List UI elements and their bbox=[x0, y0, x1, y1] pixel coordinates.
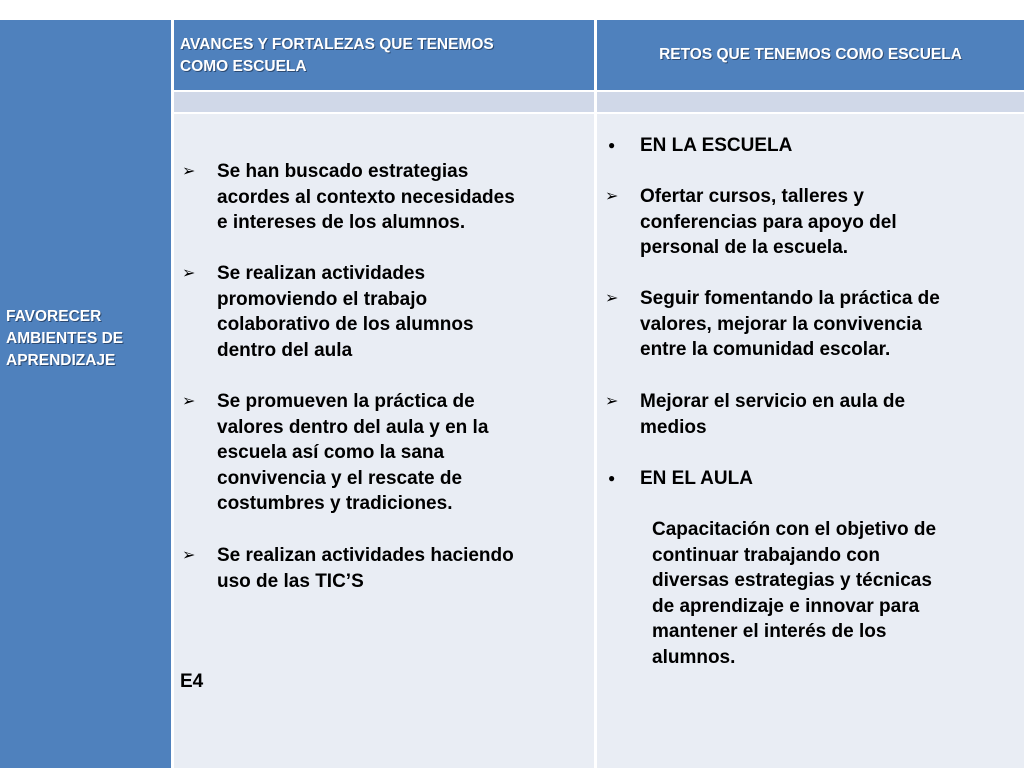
arrow-bullet-icon: ➢ bbox=[605, 393, 619, 410]
dot-bullet-icon: ● bbox=[608, 471, 616, 485]
arrow-bullet-icon: ➢ bbox=[182, 393, 196, 410]
band-row-right bbox=[597, 92, 1024, 112]
header-strengths bbox=[174, 20, 594, 90]
list-item: ➢ Mejorar el servicio en aula de medios bbox=[605, 389, 905, 440]
list-item: ➢ Se promueven la práctica de valores dentro del aula y en la escuela así como la sana convivencia y el rescate de costumbres y tradiciones. bbox=[182, 389, 488, 517]
challenges-cell bbox=[597, 114, 1024, 768]
header-challenges-text: RETOS QUE TENEMOS COMO ESCUELA bbox=[659, 46, 962, 63]
table bbox=[0, 20, 1024, 768]
list-item: ➢ Seguir fomentando la práctica de valores, mejorar la convivencia entre la comunidad escolar. bbox=[605, 286, 940, 363]
arrow-bullet-icon: ➢ bbox=[605, 290, 619, 307]
arrow-bullet-icon: ➢ bbox=[182, 265, 196, 282]
section-heading: EN LA ESCUELA bbox=[640, 135, 793, 156]
side-column bbox=[0, 20, 173, 768]
list-item: ➢ Se han buscado estrategias acordes al contexto necesidades e intereses de los alumnos. bbox=[182, 159, 515, 236]
list-item: ➢ Ofertar cursos, talleres y conferencias para apoyo del personal de la escuela. bbox=[605, 184, 897, 261]
header-strengths-line: COMO ESCUELA bbox=[180, 58, 307, 75]
section-heading: EN EL AULA bbox=[640, 468, 753, 489]
arrow-bullet-icon: ➢ bbox=[182, 163, 196, 180]
band-row-left bbox=[174, 92, 594, 112]
header-strengths-line: AVANCES Y FORTALEZAS QUE TENEMOS bbox=[180, 36, 494, 53]
list-item: ➢ Se realizan actividades promoviendo el trabajo colaborativo de los alumnos dentro del aula bbox=[182, 261, 474, 363]
strengths-cell bbox=[174, 114, 594, 768]
side-label bbox=[6, 306, 166, 372]
list-item: ➢ Se realizan actividades haciendo uso de las TIC’S bbox=[182, 543, 514, 594]
list-item bbox=[605, 133, 792, 159]
arrow-bullet-icon: ➢ bbox=[182, 547, 196, 564]
dot-bullet-icon: ● bbox=[608, 138, 616, 152]
list-item bbox=[605, 466, 753, 492]
aula-paragraph: Capacitación con el objetivo de continuar trabajando con diversas estrategias y técnicas de aprendizaje e innovar para mantener el interés de los alumnos. bbox=[652, 519, 937, 668]
footer-code: E4 bbox=[180, 671, 204, 692]
arrow-bullet-icon: ➢ bbox=[605, 188, 619, 205]
side-label-line: FAVORECER bbox=[6, 308, 102, 325]
side-label-line: APRENDIZAJE bbox=[6, 352, 116, 369]
header-challenges bbox=[597, 20, 1024, 90]
side-label-line: AMBIENTES DE bbox=[6, 330, 124, 347]
